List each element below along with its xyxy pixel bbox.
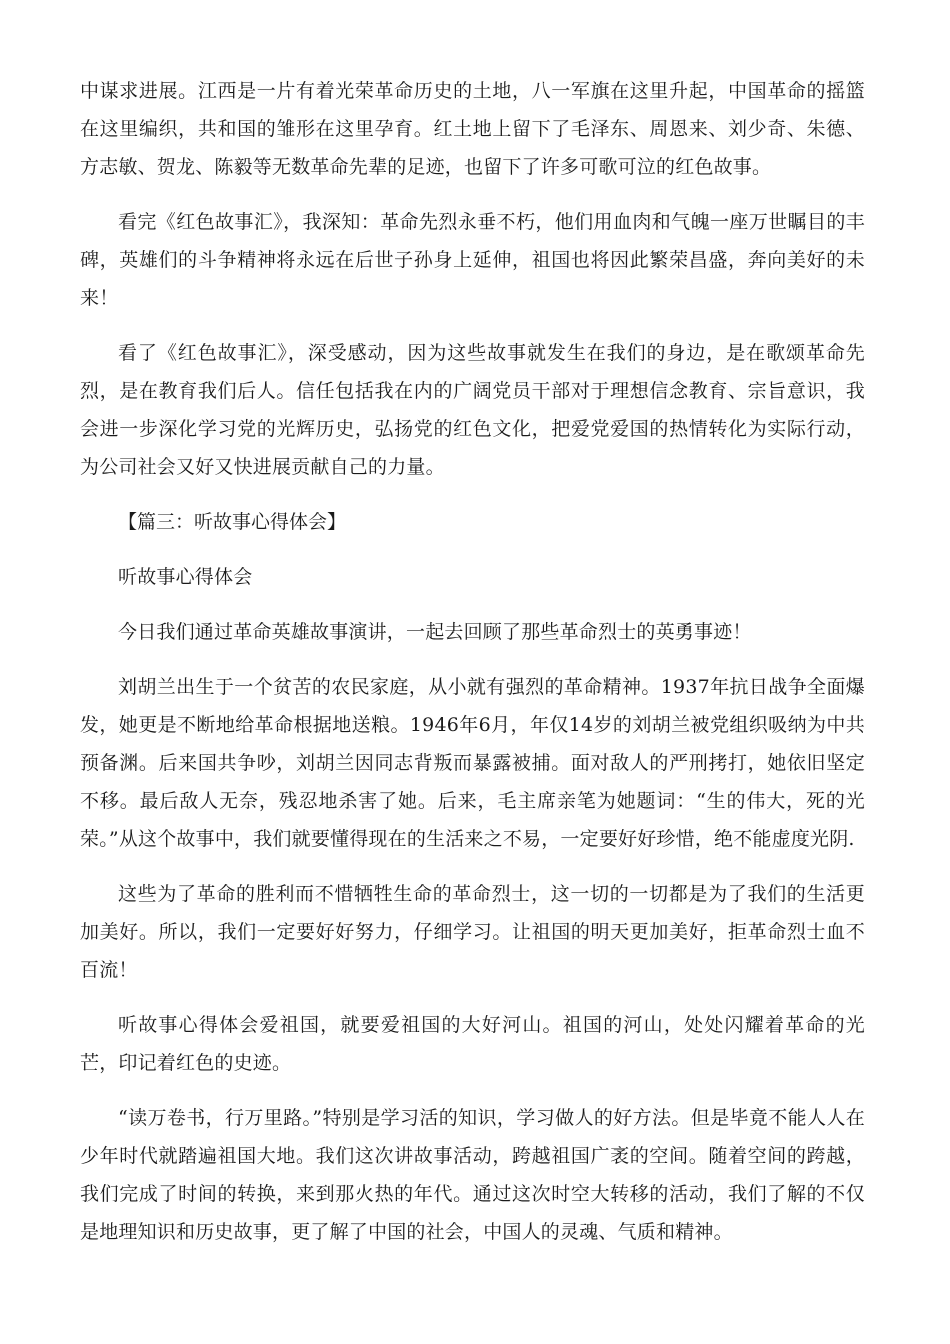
document-page <box>80 72 865 1268</box>
paragraph-red-stories-reflection: 看完《红色故事汇》，我深知：革命先烈永垂不朽，他们用血肉和气魄一座万世瞩目的丰碑，英雄们的斗争精神将永远在后世子孙身上延伸，祖国也将因此繁荣昌盛，奔向美好的未来！ <box>80 211 865 309</box>
paragraph-intro: 今日我们通过革命英雄故事演讲，一起去回顾了那些革命烈士的英勇事迹！ <box>118 621 752 643</box>
paragraph-read-books: “读万卷书，行万里路。”特别是学习活的知识，学习做人的好方法。但是毕竟不能人人在少年时代就踏遍祖国大地。我们这次讲故事活动，跨越祖国广袤的空间。随着空间的跨越，我们完成了时间的转换，来到那火热的年代。通过这次时空大转移的活动，我们了解的不仅是地理知识和历史故事，更了解了中国的社会，中国人的灵魂、气质和精神。 <box>80 1107 865 1243</box>
paragraph-liu-hulan: 刘胡兰出生于一个贫苦的农民家庭，从小就有强烈的革命精神。1937年抗日战争全面爆发，她更是不断地给革命根据地送粮。1946年6月，年仅14岁的刘胡兰被党组织吸纳为中共预备渊。后来国共争吵，刘胡兰因同志背叛而暴露被捕。面对敌人的严刑拷打，她依旧坚定不移。最后敌人无奈，残忍地杀害了她。后来，毛主席亲笔为她题词：“生的伟大，死的光荣。”从这个故事中，我们就要懂得现在的生活来之不易，一定要好好珍惜，绝不能虚度光阴. <box>80 676 865 850</box>
paragraph-love-motherland: 听故事心得体会爱祖国，就要爱祖国的大好河山。祖国的河山，处处闪耀着革命的光芒，印记着红色的史迹。 <box>80 1014 865 1074</box>
section-title: 听故事心得体会 <box>118 566 253 588</box>
section-heading: 【篇三：听故事心得体会】 <box>118 511 347 533</box>
paragraph-red-stories-moved: 看了《红色故事汇》，深受感动，因为这些故事就发生在我们的身边，是在歌颂革命先烈，是在教育我们后人。信任包括我在内的广阔党员干部对于理想信念教育、宗旨意识，我会进一步深化学习党的光辉历史，弘扬党的红色文化，把爱党爱国的热情转化为实际行动，为公司社会又好又快进展贡献自己的力量。 <box>80 342 865 478</box>
paragraph-jiangxi-history: 中谋求进展。江西是一片有着光荣革命历史的土地，八一军旗在这里升起，中国革命的摇篮在这里编织，共和国的雏形在这里孕育。红土地上留下了毛泽东、周恩来、刘少奇、朱德、方志敏、贺龙、陈毅等无数革命先辈的足迹，也留下了许多可歌可泣的红色故事。 <box>80 80 865 178</box>
paragraph-martyrs: 这些为了革命的胜利而不惜牺牲生命的革命烈士，这一切的一切都是为了我们的生活更加美好。所以，我们一定要好好努力，仔细学习。让祖国的明天更加美好，拒革命烈士血不百流！ <box>80 883 865 981</box>
